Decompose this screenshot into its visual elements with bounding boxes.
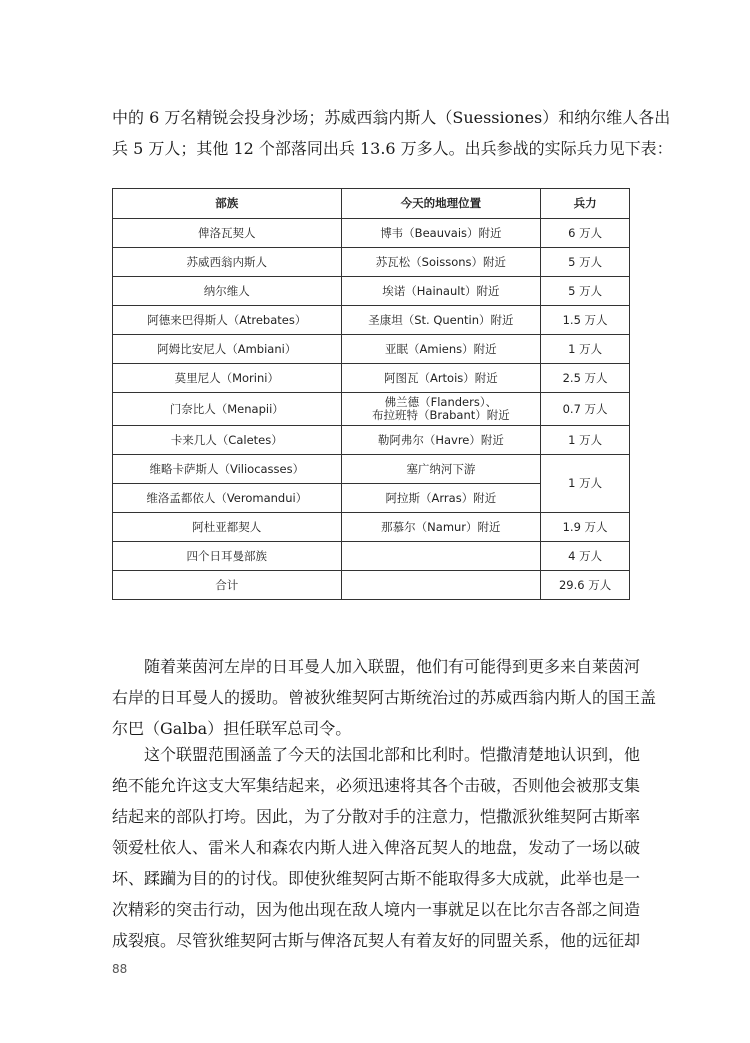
tribe-cell: 纳尔维人 xyxy=(113,277,342,306)
text-line: 领爱杜依人、雷米人和森农内斯人进入俾洛瓦契人的地盘，发动了一场以破 xyxy=(112,838,641,857)
location-cell: 博韦（Beauvais）附近 xyxy=(341,219,541,248)
table-row xyxy=(113,364,630,393)
army-strength-table xyxy=(112,188,630,600)
table-row xyxy=(113,542,630,571)
location-line: 布拉班特（Brabant）附近 xyxy=(371,408,510,422)
tribe-cell: 阿姆比安尼人（Ambiani） xyxy=(113,335,342,364)
table-row xyxy=(113,248,630,277)
total-force-cell: 29.6 万人 xyxy=(541,571,630,600)
body-paragraph-1 xyxy=(112,651,657,744)
tribe-cell: 四个日耳曼部族 xyxy=(113,542,342,571)
location-cell: 勒阿弗尔（Havre）附近 xyxy=(341,426,541,455)
text-line: 这个联盟范围涵盖了今天的法国北部和比利时。恺撒清楚地认识到，他 xyxy=(112,745,641,764)
tribe-cell: 俾洛瓦契人 xyxy=(113,219,342,248)
location-line: 佛兰德（Flanders）、 xyxy=(384,395,498,409)
force-cell: 2.5 万人 xyxy=(541,364,630,393)
text-line: 尔巴（Galba）担任联军总司令。 xyxy=(112,719,352,738)
tribe-cell: 阿杜亚都契人 xyxy=(113,513,342,542)
table-total-row xyxy=(113,571,630,600)
tribe-cell: 阿德来巴得斯人（Atrebates） xyxy=(113,306,342,335)
force-cell: 1.5 万人 xyxy=(541,306,630,335)
force-cell: 5 万人 xyxy=(541,248,630,277)
table-row xyxy=(113,306,630,335)
force-cell: 1 万人 xyxy=(541,426,630,455)
text-line: 坏、蹂躏为目的的讨伐。即使狄维契阿古斯不能取得多大成就，此举也是一 xyxy=(112,869,641,888)
intro-paragraph xyxy=(112,102,673,164)
table-row xyxy=(113,277,630,306)
text-line: 绝不能允许这支大军集结起来，必须迅速将其各个击破，否则他会被那支集 xyxy=(112,776,641,795)
force-cell: 0.7 万人 xyxy=(541,393,630,426)
force-cell: 4 万人 xyxy=(541,542,630,571)
page-number: 88 xyxy=(112,962,128,976)
location-cell xyxy=(341,571,541,600)
text-line: 成裂痕。尽管狄维契阿古斯与俾洛瓦契人有着友好的同盟关系，他的远征却 xyxy=(112,931,641,950)
tribe-cell: 莫里尼人（Morini） xyxy=(113,364,342,393)
table-row xyxy=(113,393,630,426)
text-line: 中的 6 万名精锐会投身沙场；苏威西翁内斯人（Suessiones）和纳尔维人各出 xyxy=(112,108,671,127)
text-line: 结起来的部队打垮。因此，为了分散对手的注意力，恺撒派狄维契阿古斯率 xyxy=(112,807,641,826)
table-row xyxy=(113,426,630,455)
location-cell: 圣康坦（St. Quentin）附近 xyxy=(341,306,541,335)
body-paragraph-2 xyxy=(112,739,641,956)
tribe-cell: 维略卡萨斯人（Viliocasses） xyxy=(113,455,342,484)
table-row xyxy=(113,335,630,364)
text-line: 次精彩的突击行动，因为他出现在敌人境内一事就足以在比尔吉各部之间造 xyxy=(112,900,641,919)
location-cell xyxy=(341,393,541,426)
location-cell: 苏瓦松（Soissons）附近 xyxy=(341,248,541,277)
table-row xyxy=(113,455,630,484)
force-cell: 1.9 万人 xyxy=(541,513,630,542)
location-cell: 阿图瓦（Artois）附近 xyxy=(341,364,541,393)
tribe-cell: 苏威西翁内斯人 xyxy=(113,248,342,277)
location-cell: 那慕尔（Namur）附近 xyxy=(341,513,541,542)
text-line: 随着莱茵河左岸的日耳曼人加入联盟，他们有可能得到更多来自莱茵河 xyxy=(112,657,641,676)
location-cell: 亚眠（Amiens）附近 xyxy=(341,335,541,364)
location-cell xyxy=(341,542,541,571)
tribe-cell: 卡来几人（Caletes） xyxy=(113,426,342,455)
header-location: 今天的地理位置 xyxy=(341,189,541,219)
force-cell: 5 万人 xyxy=(541,277,630,306)
header-tribe: 部族 xyxy=(113,189,342,219)
location-cell: 塞广纳河下游 xyxy=(341,455,541,484)
table-row xyxy=(113,513,630,542)
table-row xyxy=(113,219,630,248)
force-cell: 1 万人 xyxy=(541,335,630,364)
location-cell: 阿拉斯（Arras）附近 xyxy=(341,484,541,513)
location-cell: 埃诺（Hainault）附近 xyxy=(341,277,541,306)
text-line: 兵 5 万人；其他 12 个部落同出兵 13.6 万多人。出兵参战的实际兵力见下表： xyxy=(112,139,673,158)
total-label-cell: 合计 xyxy=(113,571,342,600)
force-cell-merged: 1 万人 xyxy=(541,455,630,513)
force-cell: 6 万人 xyxy=(541,219,630,248)
tribe-cell: 门奈比人（Menapii） xyxy=(113,393,342,426)
header-force: 兵力 xyxy=(541,189,630,219)
tribe-cell: 维洛孟都依人（Veromandui） xyxy=(113,484,342,513)
text-line: 右岸的日耳曼人的援助。曾被狄维契阿古斯统治过的苏威西翁内斯人的国王盖 xyxy=(112,688,657,707)
table-header-row xyxy=(113,189,630,219)
